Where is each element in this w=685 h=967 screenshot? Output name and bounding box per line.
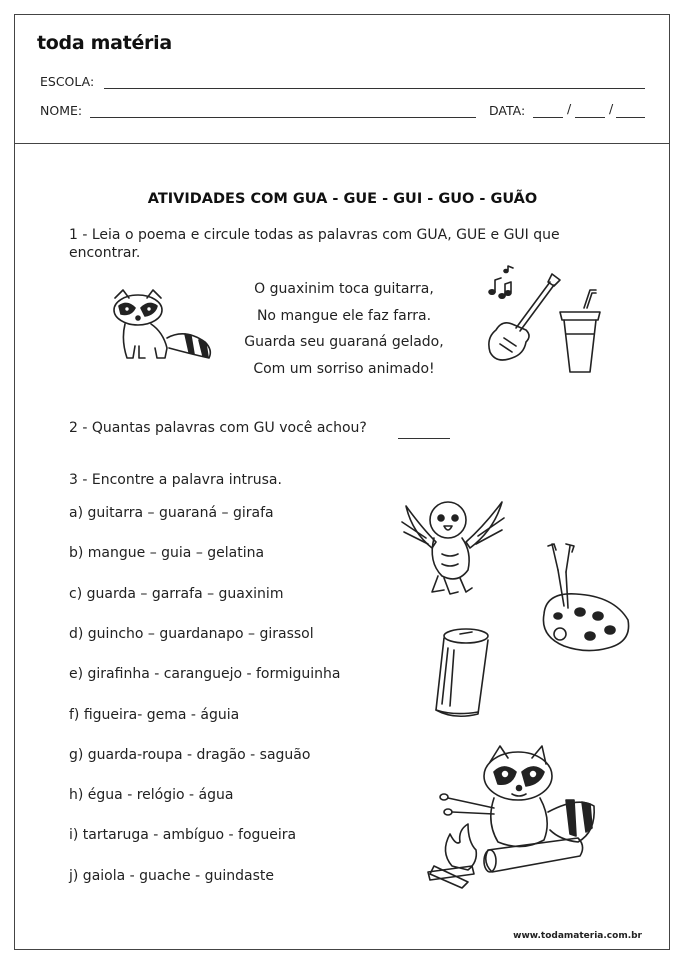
poem-line: Guarda seu guaraná gelado, — [244, 334, 444, 350]
option-g: g) guarda-roupa - dragão - saguão — [69, 747, 311, 763]
option-j: j) gaiola - guache - guindaste — [69, 868, 275, 884]
option-e: e) girafinha - caranguejo - formiguinha — [69, 666, 341, 682]
question-2: 2 - Quantas palavras com GU você achou? — [69, 420, 367, 436]
option-b: b) mangue – guia – gelatina — [69, 545, 265, 561]
option-a: a) guitarra – guaraná – girafa — [69, 505, 274, 521]
option-c: c) guarda – garrafa – guaxinim — [69, 586, 284, 602]
school-field[interactable] — [104, 88, 645, 89]
header-divider — [14, 143, 670, 144]
date-separator: / — [609, 101, 614, 116]
option-d: d) guincho – guardanapo – girassol — [69, 626, 314, 642]
option-h: h) égua - relógio - água — [69, 787, 234, 803]
poem-line: Com um sorriso animado! — [253, 360, 435, 377]
name-label: NOME: — [40, 103, 83, 118]
name-field[interactable] — [90, 117, 476, 118]
school-label: ESCOLA: — [40, 74, 95, 89]
question-1: 1 - Leia o poema e circule todas as palavras com GUA, GUE e GUI que encontrar. — [69, 227, 560, 261]
poem-line: No mangue ele faz farra. — [256, 307, 432, 324]
eagle-icon — [398, 492, 508, 598]
date-label: DATA: — [489, 103, 526, 118]
date-day-field[interactable] — [533, 117, 563, 118]
option-i: i) tartaruga - ambíguo - fogueira — [69, 827, 297, 843]
guitar-icon — [482, 272, 562, 368]
soda-can-icon — [432, 628, 496, 720]
raccoon-campfire-icon — [428, 742, 598, 890]
question-3: 3 - Encontre a palavra intrusa. — [69, 472, 282, 488]
raccoon-icon — [105, 288, 220, 368]
logo: toda matéria — [37, 32, 172, 54]
paint-palette-icon — [538, 542, 634, 658]
soda-cup-icon — [556, 286, 604, 376]
worksheet-title: ATIVIDADES COM GUA - GUE - GUI - GUO - GUÃO — [147, 191, 538, 207]
poem-line: O guaxinim toca guitarra, — [254, 281, 434, 297]
date-separator: / — [567, 101, 572, 116]
answer-field[interactable] — [398, 438, 450, 439]
poem — [226, 276, 462, 382]
footer-url[interactable]: www.todamateria.com.br — [513, 931, 642, 941]
option-f: f) figueira- gema - águia — [69, 707, 240, 723]
date-month-field[interactable] — [575, 117, 605, 118]
date-year-field[interactable] — [616, 117, 645, 118]
